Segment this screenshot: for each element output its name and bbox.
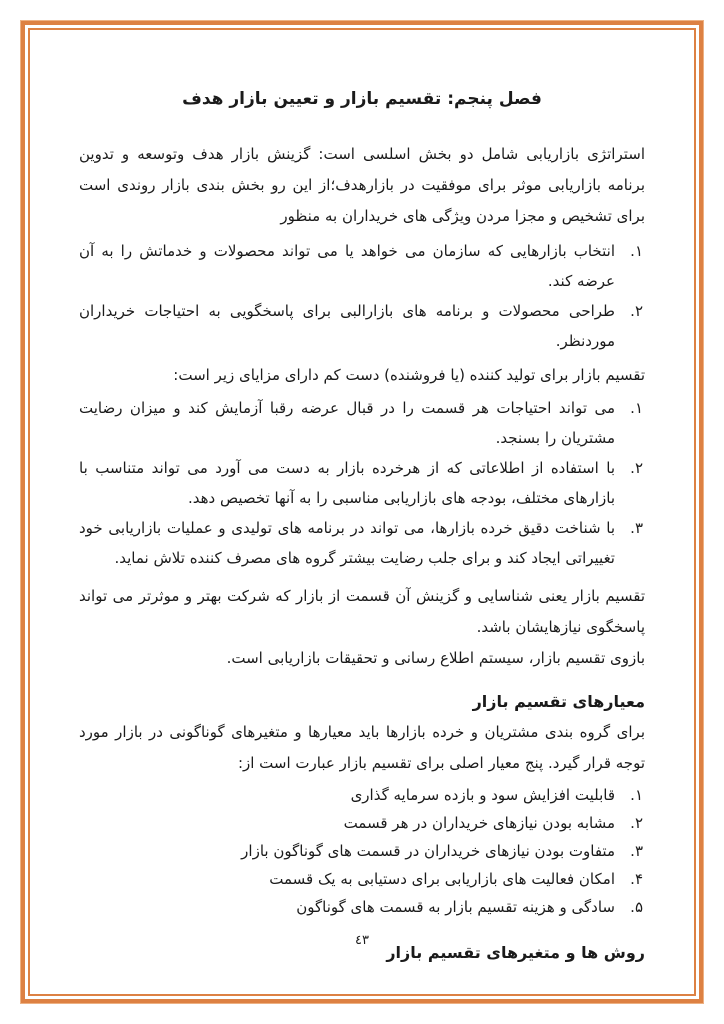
list-item-text: امکان فعالیت های بازاریابی برای دستیابی به یک قسمت xyxy=(269,870,615,888)
chapter-title: فصل پنجم: تقسیم بازار و تعیین بازار هدف xyxy=(182,89,542,109)
list-item-number: ۲. xyxy=(630,302,643,320)
definition-paragraph: تقسیم بازار یعنی شناسایی و گزینش آن قسمت از بازار که شرکت بهتر و موثرتر می تواند پاسخگوی نیازهایشان باشد. xyxy=(79,587,645,636)
list-item xyxy=(79,296,645,356)
list-item-text: طراحی محصولات و برنامه های بازارالبی برای پاسخگویی به احتیاجات خریداران موردنظر. xyxy=(79,302,615,350)
list-item-number: ۴. xyxy=(630,870,643,888)
list-item xyxy=(79,837,645,865)
list-item xyxy=(79,865,645,893)
list-item-text: با استفاده از اطلاعاتی که از هرخرده بازار به دست می آورد می تواند متناسب با بازارهای مختلف، بودجه های بازاریابی مناسبی را به آنها تخصیص دهد. xyxy=(79,459,615,507)
list-item xyxy=(79,453,645,513)
list-item-number: ۱. xyxy=(630,242,643,260)
list-item-number: ۲. xyxy=(630,459,643,477)
target-selection-list xyxy=(79,236,645,356)
list-item-number: ۳. xyxy=(630,519,643,537)
list-item-text: متفاوت بودن نیازهای خریداران در قسمت های گوناگون بازار xyxy=(241,842,615,860)
list-item-number: ۱. xyxy=(630,786,643,804)
list-item-text: قابلیت افزایش سود و بازده سرمایه گذاری xyxy=(350,786,615,804)
list-item-text: با شناخت دقیق خرده بازارها، می تواند در برنامه های تولیدی و عملیات بازاریابی خود تغییراتی ایجاد کند و برای جلب رضایت بیشتر گروه های مصرف کننده تلاش نماید. xyxy=(79,519,615,567)
list-item xyxy=(79,893,645,921)
list-item xyxy=(79,236,645,296)
list-item xyxy=(79,781,645,809)
benefits-list xyxy=(79,393,645,573)
page-number: ٤٣ xyxy=(355,933,369,948)
list-item-number: ۱. xyxy=(630,399,643,417)
list-item-number: ۳. xyxy=(630,842,643,860)
criteria-list xyxy=(79,781,645,921)
list-item xyxy=(79,393,645,453)
list-item-number: ۵. xyxy=(630,898,643,916)
criteria-heading: معیارهای تقسیم بازار xyxy=(472,692,645,711)
list-item xyxy=(79,513,645,573)
list-item-text: سادگی و هزینه تقسیم بازار به قسمت های گوناگون xyxy=(296,898,615,916)
list-item-text: انتخاب بازارهایی که سازمان می خواهد یا می تواند محصولات و خدماتش را به آن عرضه کند. xyxy=(79,242,615,290)
arm-paragraph: بازوی تقسیم بازار، سیستم اطلاع رسانی و تحقیقات بازاریابی است. xyxy=(226,649,645,667)
page-content xyxy=(79,84,645,968)
list-item xyxy=(79,809,645,837)
list-item-text: می تواند احتیاجات هر قسمت را در قبال عرضه رقبا آزمایش کند و میزان رضایت مشتریان را بسنجد. xyxy=(79,399,615,447)
list-item-number: ۲. xyxy=(630,814,643,832)
methods-heading: روش ها و متغیرهای تقسیم بازار xyxy=(386,943,645,962)
criteria-lead-paragraph: برای گروه بندی مشتریان و خرده بازارها باید معیارها و متغیرهای گوناگونی در بازار مورد توجه قرار گیرد. پنج معیار اصلی برای تقسیم بازار عبارت است از: xyxy=(79,723,645,772)
intro-paragraph: استراتژی بازاریابی شامل دو بخش اسلسی است: گزینش بازار هدف وتوسعه و تدوین برنامه بازاریابی موثر برای موفقیت در بازارهدف؛از این رو بخش بندی بازار روندی است برای تشخیص و مجزا مردن ویژگی های خریداران به منظور xyxy=(79,145,645,225)
benefits-lead-paragraph: تقسیم بازار برای تولید کننده (یا فروشنده) دست کم دارای مزایای زیر است: xyxy=(173,366,645,384)
list-item-text: مشابه بودن نیازهای خریداران در هر قسمت xyxy=(343,814,615,832)
